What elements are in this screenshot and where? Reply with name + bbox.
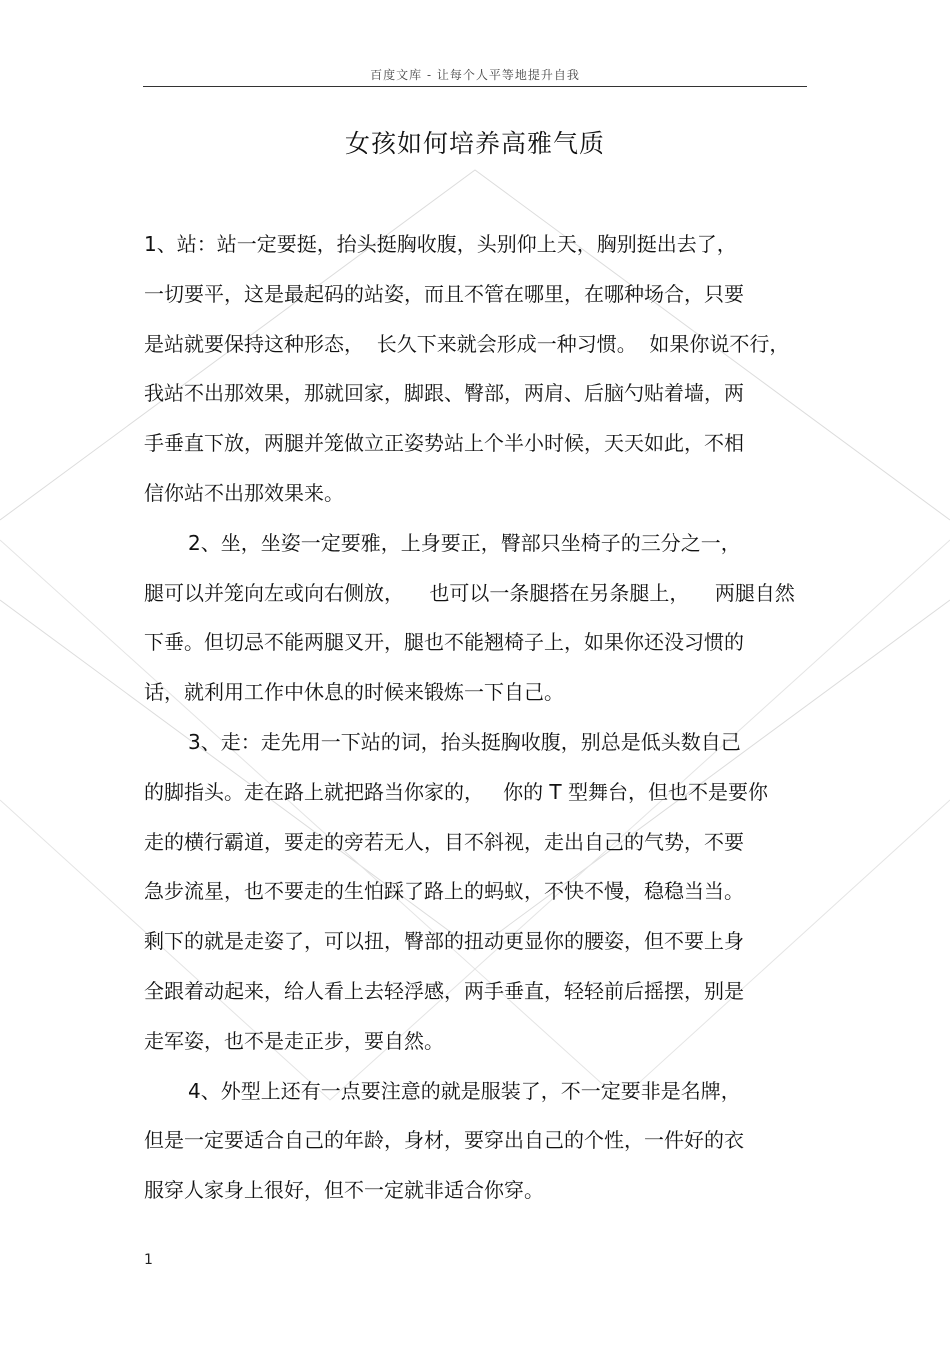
paragraph-line: 信你站不出那效果来。: [144, 481, 344, 505]
paragraph-line: 我站不出那效果，那就回家，脚跟、臀部，两肩、后脑勺贴着墙，两: [144, 381, 744, 405]
paragraph-line: 下垂。但切忌不能两腿叉开，腿也不能翘椅子上，如果你还没习惯的: [144, 630, 744, 654]
paragraph-line: 走军姿，也不是走正步，要自然。: [144, 1029, 444, 1053]
header-divider: [143, 86, 807, 87]
paragraph-line: 是站就要保持这种形态， 长久下来就会形成一种习惯。 如果你说不行，: [144, 332, 790, 356]
paragraph-line: 服穿人家身上很好，但不一定就非适合你穿。: [144, 1178, 544, 1202]
paragraph-line: 3、走：走先用一下站的词，抬头挺胸收腹，别总是低头数自己: [188, 730, 741, 754]
paragraph-line: 手垂直下放，两腿并笼做立正姿势站上个半小时候，天天如此，不相: [144, 431, 744, 455]
paragraph-line: 急步流星，也不要走的生怕踩了路上的蚂蚁，不快不慢，稳稳当当。: [144, 879, 744, 903]
paragraph-line: 4、外型上还有一点要注意的就是服装了，不一定要非是名牌，: [188, 1079, 741, 1103]
paragraph-line: 腿可以并笼向左或向右侧放， 也可以一条腿搭在另条腿上， 两腿自然: [144, 581, 795, 605]
paragraph-line: 走的横行霸道，要走的旁若无人，目不斜视，走出自己的气势，不要: [144, 830, 744, 854]
paragraph-line: 剩下的就是走姿了，可以扭，臀部的扭动更显你的腰姿，但不要上身: [144, 929, 744, 953]
paragraph-line: 的脚指头。走在路上就把路当你家的， 你的 T 型舞台，但也不是要你: [144, 780, 769, 804]
paragraph-line: 全跟着动起来，给人看上去轻浮感，两手垂直，轻轻前后摇摆，别是: [144, 979, 744, 1003]
paragraph-line: 2、坐，坐姿一定要雅，上身要正，臀部只坐椅子的三分之一，: [188, 531, 741, 555]
paragraph-line: 但是一定要适合自己的年龄，身材，要穿出自己的个性，一件好的衣: [144, 1128, 744, 1152]
page-header: 百度文库 - 让每个人平等地提升自我: [370, 68, 580, 82]
document-title: 女孩如何培养高雅气质: [344, 129, 605, 158]
paragraph-line: 1、站：站一定要挺，抬头挺胸收腹，头别仰上天，胸别挺出去了，: [144, 232, 737, 256]
paragraph-line: 话，就利用工作中休息的时候来锻炼一下自己。: [144, 680, 564, 704]
page-number: 1: [144, 1252, 153, 1268]
paragraph-line: 一切要平，这是最起码的站姿，而且不管在哪里，在哪种场合，只要: [144, 282, 744, 306]
